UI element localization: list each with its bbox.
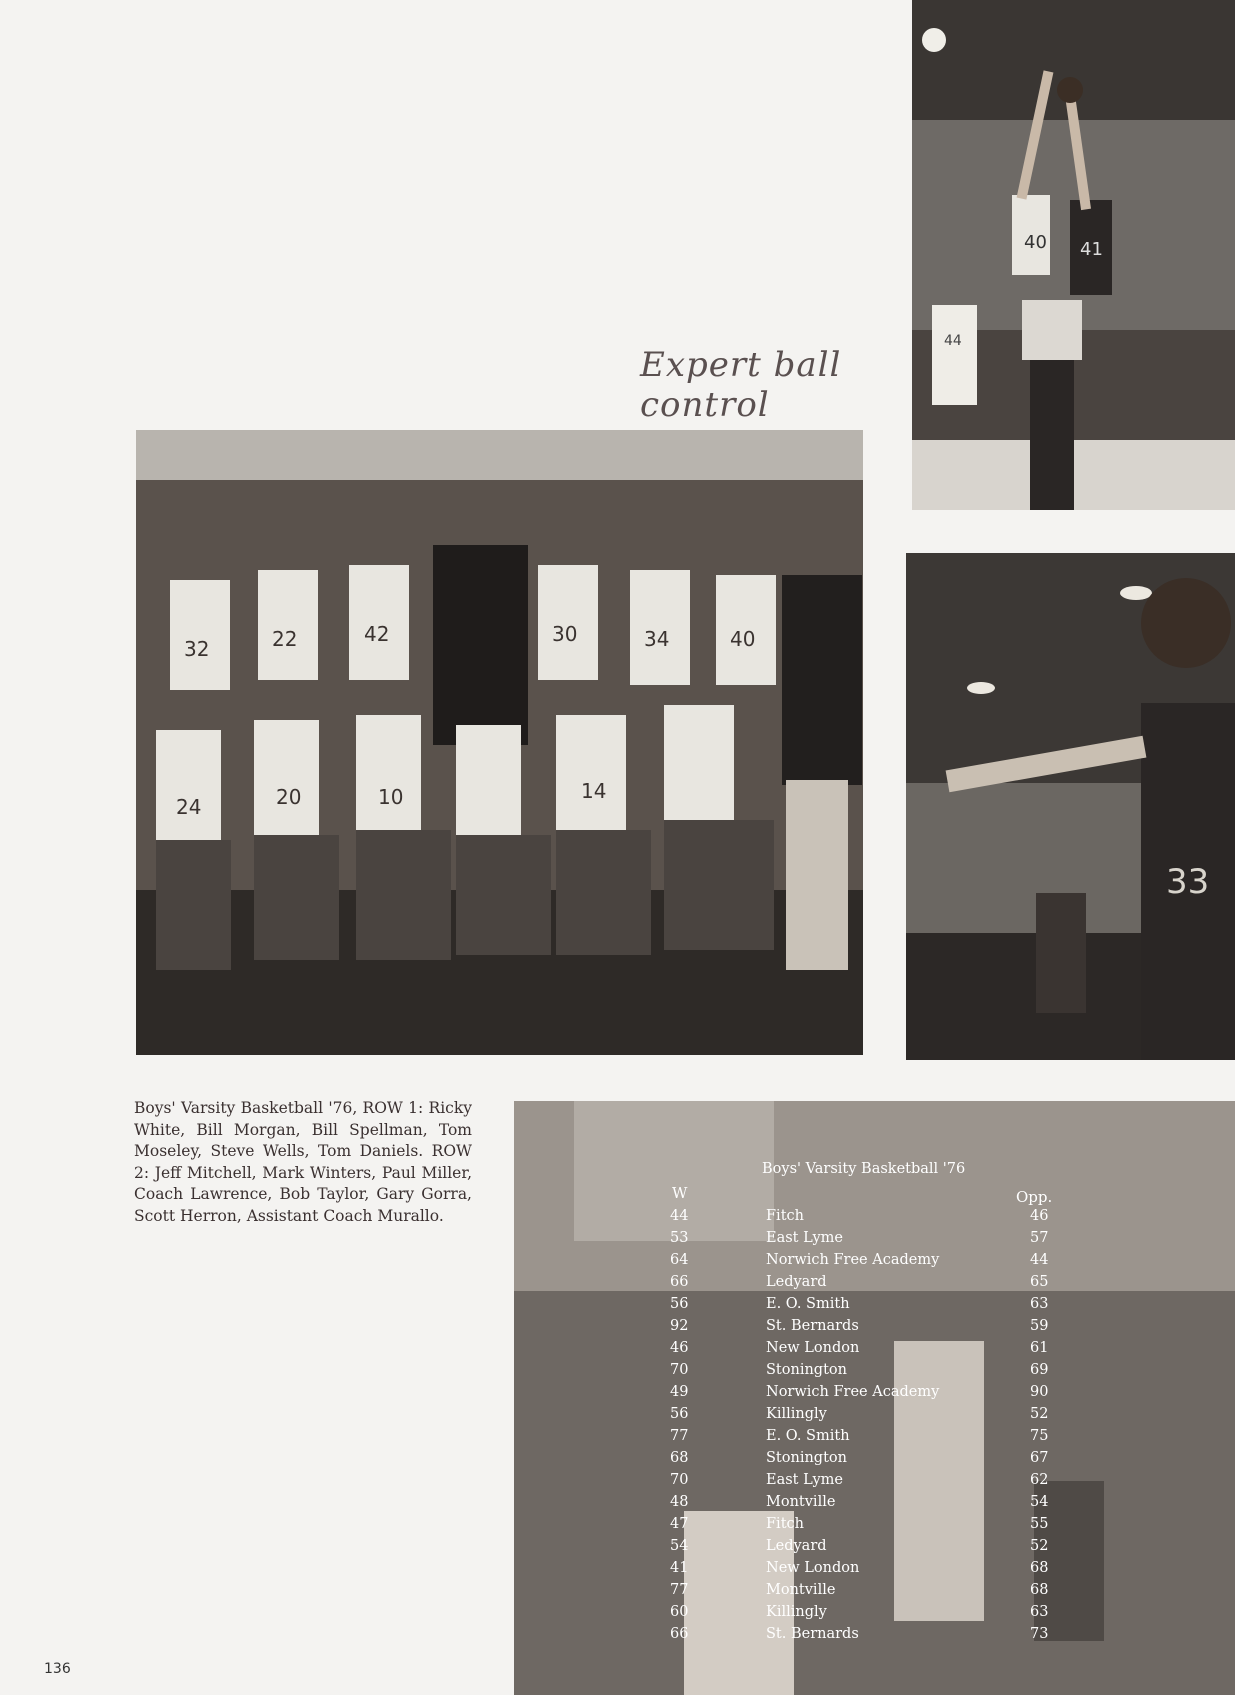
schedule-w-score: 48 [670,1494,689,1510]
schedule-w-score: 41 [670,1560,689,1576]
schedule-opponent: Fitch [766,1516,804,1532]
schedule-row [0,1384,1235,1406]
schedule-w-score: 66 [670,1626,689,1642]
schedule-w-score: 92 [670,1318,689,1334]
jump-ball-photo [912,0,1235,510]
schedule-w-score: 49 [670,1384,689,1400]
schedule-opp-score: 61 [1030,1340,1049,1356]
schedule-row [0,1340,1235,1362]
jersey-number-42: 42 [364,622,390,646]
schedule-row [0,1450,1235,1472]
schedule-opponent: E. O. Smith [766,1296,850,1312]
schedule-opp-score: 52 [1030,1538,1049,1554]
schedule-w-score: 47 [670,1516,689,1532]
schedule-opponent: Killingly [766,1604,827,1620]
schedule-opp-score: 46 [1030,1208,1049,1224]
schedule-row [0,1274,1235,1296]
page-heading: Expert ball control [640,345,842,425]
schedule-opponent: Ledyard [766,1538,827,1554]
schedule-row [0,1560,1235,1582]
schedule-opp-score: 55 [1030,1516,1049,1532]
schedule-opponent: Norwich Free Academy [766,1384,940,1400]
schedule-row [0,1582,1235,1604]
jersey-number-44: 44 [944,333,962,349]
schedule-w-score: 77 [670,1428,689,1444]
schedule-opp-score: 68 [1030,1560,1049,1576]
schedule-opp-score: 57 [1030,1230,1049,1246]
jersey-number-40: 40 [1024,232,1047,253]
schedule-opponent: Fitch [766,1208,804,1224]
schedule-opponent: E. O. Smith [766,1428,850,1444]
schedule-opponent: New London [766,1560,860,1576]
schedule-opponent: Montville [766,1494,836,1510]
team-photo [136,430,863,1055]
schedule-row [0,1230,1235,1252]
schedule-w-score: 70 [670,1362,689,1378]
schedule-opp-score: 90 [1030,1384,1049,1400]
jersey-number-10: 10 [378,785,404,809]
schedule-opp-score: 59 [1030,1318,1049,1334]
schedule-w-score: 46 [670,1340,689,1356]
schedule-w-score: 77 [670,1582,689,1598]
schedule-w-score: 44 [670,1208,689,1224]
page-number: 136 [44,1661,71,1677]
schedule-row [0,1428,1235,1450]
schedule-w-score: 53 [670,1230,689,1246]
schedule-opp-header: Opp. [1016,1188,1053,1206]
schedule-opponent: Norwich Free Academy [766,1252,940,1268]
jersey-number-30: 30 [552,622,578,646]
schedule-opp-score: 68 [1030,1582,1049,1598]
schedule-row [0,1604,1235,1626]
schedule-opp-score: 63 [1030,1296,1049,1312]
team-photo-caption: Boys' Varsity Basketball '76, ROW 1: Ricky White, Bill Morgan, Bill Spellman, Tom Moseley, Steve Wells, Tom Daniels. ROW 2: Jeff Mitchell, Mark Winters, Paul Miller, Coach Lawrence, Bob Taylor, Gary Gorra, Scott Herron, Assistant Coach Murallo. [134,1099,472,1225]
schedule-w-score: 56 [670,1406,689,1422]
action-photo [906,553,1235,1060]
schedule-opp-score: 75 [1030,1428,1049,1444]
schedule-w-score: 64 [670,1252,689,1268]
schedule-w-score: 66 [670,1274,689,1290]
schedule-w-score: 70 [670,1472,689,1488]
schedule-opponent: Killingly [766,1406,827,1422]
jersey-number-41: 41 [1080,239,1103,260]
jersey-number-34: 34 [644,627,670,651]
schedule-w-score: 54 [670,1538,689,1554]
jersey-number-20: 20 [276,785,302,809]
schedule-opp-score: 54 [1030,1494,1049,1510]
schedule-w-header: W [672,1184,688,1202]
schedule-opponent: New London [766,1340,860,1356]
schedule-row [0,1494,1235,1516]
schedule-opponent: St. Bernards [766,1318,859,1334]
schedule-row [0,1208,1235,1230]
jersey-number-40-team: 40 [730,627,756,651]
schedule-opponent: Ledyard [766,1274,827,1290]
schedule-opp-score: 44 [1030,1252,1049,1268]
schedule-row [0,1362,1235,1384]
schedule-row [0,1516,1235,1538]
schedule-w-score: 56 [670,1296,689,1312]
jersey-number-14: 14 [581,779,607,803]
jersey-number-22: 22 [272,627,298,651]
schedule-opponent: East Lyme [766,1472,844,1488]
schedule-opponent: Montville [766,1582,836,1598]
schedule-row [0,1472,1235,1494]
schedule-opponent: Stonington [766,1450,847,1466]
schedule-opp-score: 62 [1030,1472,1049,1488]
schedule-opponent: East Lyme [766,1230,844,1246]
jersey-number-32: 32 [184,637,210,661]
schedule-opp-score: 52 [1030,1406,1049,1422]
schedule-opponent: Stonington [766,1362,847,1378]
schedule-row [0,1406,1235,1428]
schedule-opponent: St. Bernards [766,1626,859,1642]
schedule-row [0,1296,1235,1318]
schedule-row [0,1318,1235,1340]
schedule-opp-score: 73 [1030,1626,1049,1642]
jersey-number-33: 33 [1166,862,1210,902]
schedule-opp-score: 65 [1030,1274,1049,1290]
schedule-opp-score: 69 [1030,1362,1049,1378]
schedule-opp-score: 67 [1030,1450,1049,1466]
schedule-row [0,1626,1235,1648]
schedule-row [0,1538,1235,1560]
schedule-opp-score: 63 [1030,1604,1049,1620]
schedule-title: Boys' Varsity Basketball '76 [762,1161,966,1177]
schedule-w-score: 60 [670,1604,689,1620]
schedule-w-score: 68 [670,1450,689,1466]
schedule-row [0,1252,1235,1274]
jersey-number-24: 24 [176,795,202,819]
